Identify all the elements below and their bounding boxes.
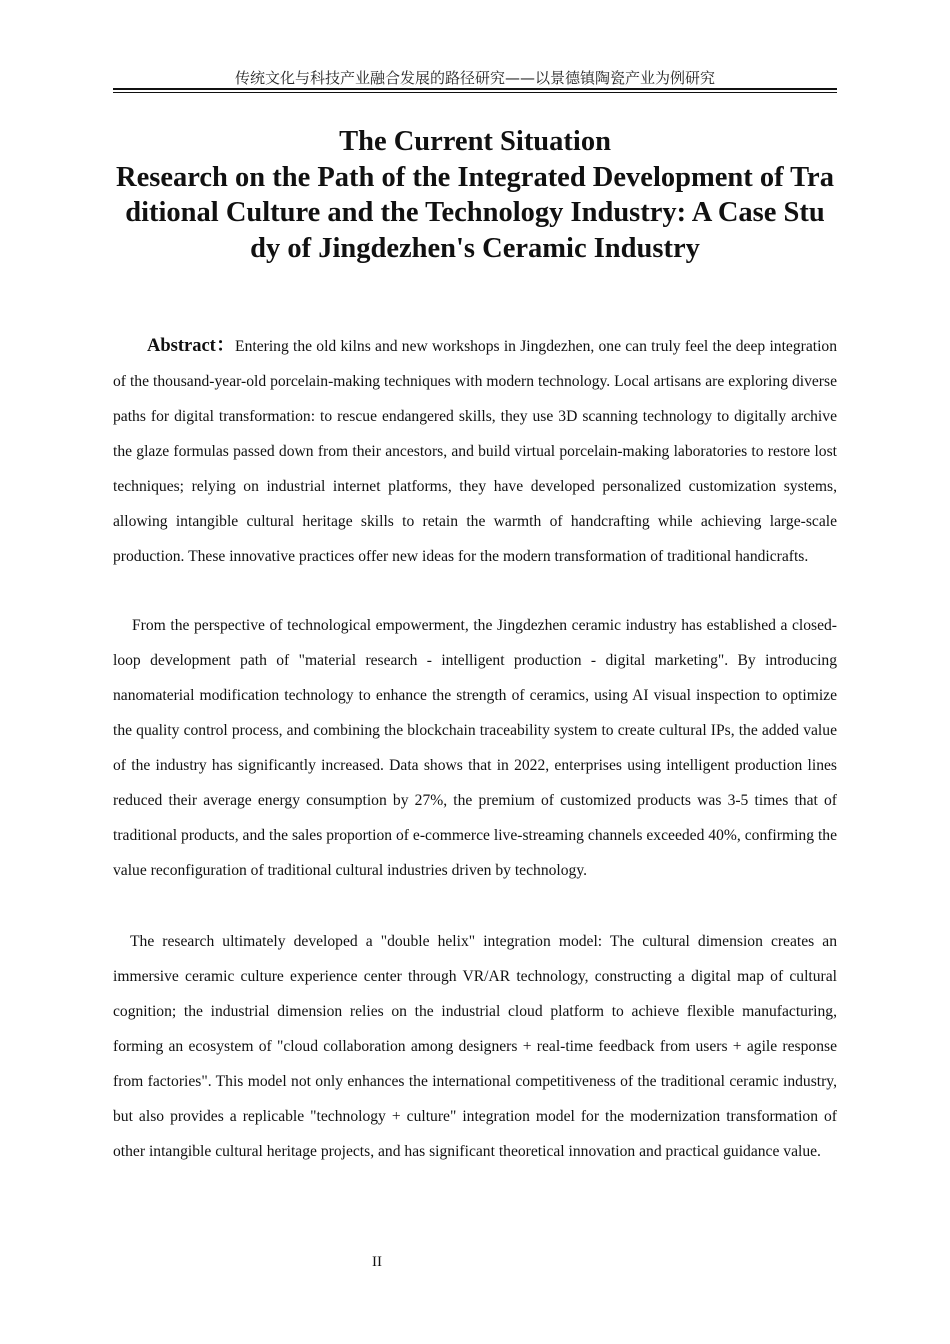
title-line-1: The Current Situation <box>339 126 611 157</box>
header-rule-thin <box>113 92 837 93</box>
title-line-2: Research on the Path of the Integrated Development of Tra <box>116 161 834 193</box>
header-rule-thick <box>113 88 837 90</box>
abstract-label: Abstract： <box>147 336 236 356</box>
page-number: II <box>372 1254 382 1270</box>
document-title <box>113 124 837 266</box>
abstract-paragraph-3: The research ultimately developed a "double helix" integration model: The cultural dimension creates an immersive ceramic culture experience center through VR/AR technology, constructing a digital map of cultural cognition; the industrial dimension relies on the industrial cloud platform to achieve flexible manufacturing, forming an ecosystem of "cloud collaboration among designers + real-time feedback from users + agile response from factories". This model not only enhances the international competitiveness of the traditional ceramic industry, but also provides a replicable "technology + culture" integration model for the modernization transformation of other intangible cultural heritage projects, and has significant theoretical innovation and practical guidance value. <box>113 933 837 1160</box>
abstract-paragraph-2: From the perspective of technological empowerment, the Jingdezhen ceramic industry has established a closed-loop development path of "material research - intelligent production - digital marketing". By introducing nanomaterial modification technology to enhance the strength of ceramics, using AI visual inspection to optimize the quality control process, and combining the blockchain traceability system to create cultural IPs, the added value of the industry has significantly increased. Data shows that in 2022, enterprises using intelligent production lines reduced their average energy consumption by 27%, the premium of customized products was 3-5 times that of traditional products, and the sales proportion of e-commerce live-streaming channels exceeded 40%, confirming the value reconfiguration of traditional cultural industries driven by technology. <box>113 617 837 879</box>
title-line-3: ditional Culture and the Technology Industry: A Case Stu <box>125 197 825 228</box>
abstract-paragraph-1 <box>113 329 837 574</box>
running-header: 传统文化与科技产业融合发展的路径研究——以景德镇陶瓷产业为例研究 <box>234 69 715 87</box>
title-line-4: dy of Jingdezhen's Ceramic Industry <box>250 232 700 264</box>
abstract-paragraph-1-text: Entering the old kilns and new workshops in Jingdezhen, one can truly feel the deep integration of the thousand-year-old porcelain-making techniques with modern technology. Local artisans are exploring diverse paths for digital transformation: to rescue endangered skills, they use 3D scanning technology to digitally archive the glaze formulas passed down from their ancestors, and build virtual porcelain-making laboratories to restore lost techniques; relying on industrial internet platforms, they have developed personalized customization systems, allowing intangible cultural heritage skills to retain the warmth of handcrafting while achieving large-scale production. These innovative practices offer new ideas for the modern transformation of traditional handicrafts. <box>113 338 837 565</box>
